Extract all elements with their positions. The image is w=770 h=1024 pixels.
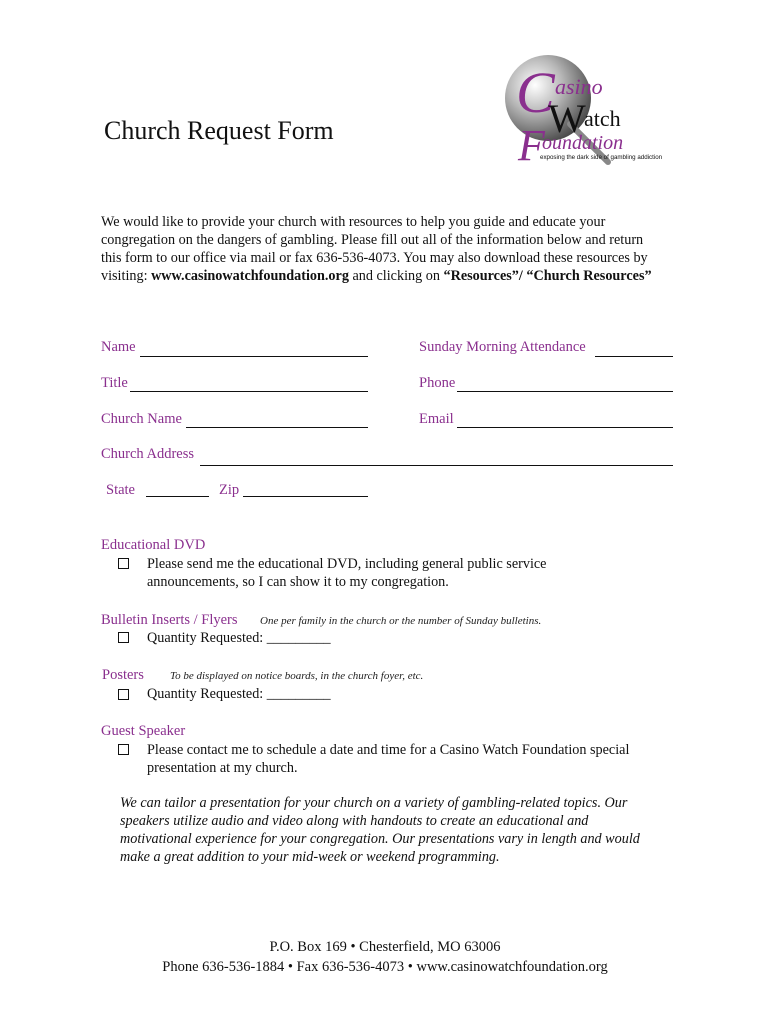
phone-label: Phone	[419, 375, 456, 391]
state-label: State	[106, 482, 135, 498]
speaker-heading: Guest Speaker	[101, 723, 186, 739]
bulletin-quantity: Quantity Requested: _________	[147, 630, 331, 646]
church-name-field[interactable]	[186, 427, 368, 428]
posters-note: To be displayed on notice boards, in the church foyer, etc.	[170, 670, 424, 682]
church-address-label: Church Address	[101, 446, 195, 462]
speaker-item-text: Please contact me to schedule a date and time for a Casino Watch Foundation special presentation at my church.	[147, 742, 630, 776]
phone-field[interactable]	[457, 391, 673, 392]
name-field[interactable]	[140, 356, 368, 357]
logo-word-atch: atch	[584, 106, 621, 131]
bulletin-note: One per family in the church or the number of Sunday bulletins.	[260, 615, 542, 627]
speaker-checkbox[interactable]	[118, 744, 129, 755]
intro-resources: “Resources”/ “Church Resources”	[443, 268, 652, 284]
church-name-label: Church Name	[101, 411, 182, 427]
intro-website: www.casinowatchfoundation.org	[151, 268, 349, 284]
name-label: Name	[101, 339, 136, 355]
bulletin-heading: Bulletin Inserts / Flyers	[101, 612, 238, 628]
intro-text-1: We would like to provide your church with resources to help you guide and educate your congregation on the dangers of gambling. Please fill out all of the information below and return this form to our office via mail or fax 636-536-4073. You may also download these resources by visiting:	[101, 214, 648, 284]
logo-graphic	[500, 50, 670, 170]
state-field[interactable]	[146, 496, 209, 497]
attendance-label: Sunday Morning Attendance	[419, 339, 586, 355]
presentation-promo: We can tailor a presentation for your church on a variety of gambling-related topics. Our speakers utilize audio and video along with handouts to create an educational and motivational experience for your congregation. Our presentations vary in length and would make a great addition to your mid-week or weekend programming.	[120, 795, 640, 865]
bulletin-checkbox[interactable]	[118, 632, 129, 643]
logo-word-asino: asino	[555, 74, 603, 99]
dvd-item-text: Please send me the educational DVD, including general public service announcements, so I can show it to my congregation.	[147, 556, 547, 590]
attendance-field[interactable]	[595, 356, 673, 357]
logo-word-oundation: oundation	[542, 132, 624, 154]
email-field[interactable]	[457, 427, 673, 428]
footer-address: P.O. Box 169 • Chesterfield, MO 63006	[269, 939, 501, 955]
dvd-heading: Educational DVD	[101, 537, 206, 553]
intro-text-2: and clicking on	[348, 268, 444, 284]
casino-watch-logo	[500, 50, 670, 170]
posters-quantity: Quantity Requested: _________	[147, 686, 331, 702]
zip-label: Zip	[219, 482, 240, 498]
footer-contact: Phone 636-536-1884 • Fax 636-536-4073 • www.casinowatchfoundation.org	[162, 959, 608, 975]
email-label: Email	[419, 411, 454, 427]
intro-paragraph	[101, 213, 661, 285]
logo-letter-c: C	[516, 60, 555, 125]
title-field[interactable]	[130, 391, 368, 392]
page-title: Church Request Form	[104, 116, 334, 145]
dvd-checkbox[interactable]	[118, 558, 129, 569]
posters-heading: Posters	[102, 667, 144, 683]
church-address-field[interactable]	[200, 465, 673, 466]
logo-letter-f: F	[518, 121, 545, 170]
title-label: Title	[101, 375, 128, 391]
posters-checkbox[interactable]	[118, 689, 129, 700]
zip-field[interactable]	[243, 496, 368, 497]
logo-letter-w: W	[548, 96, 586, 141]
logo-tagline: exposing the dark side of gambling addiction	[540, 154, 663, 161]
